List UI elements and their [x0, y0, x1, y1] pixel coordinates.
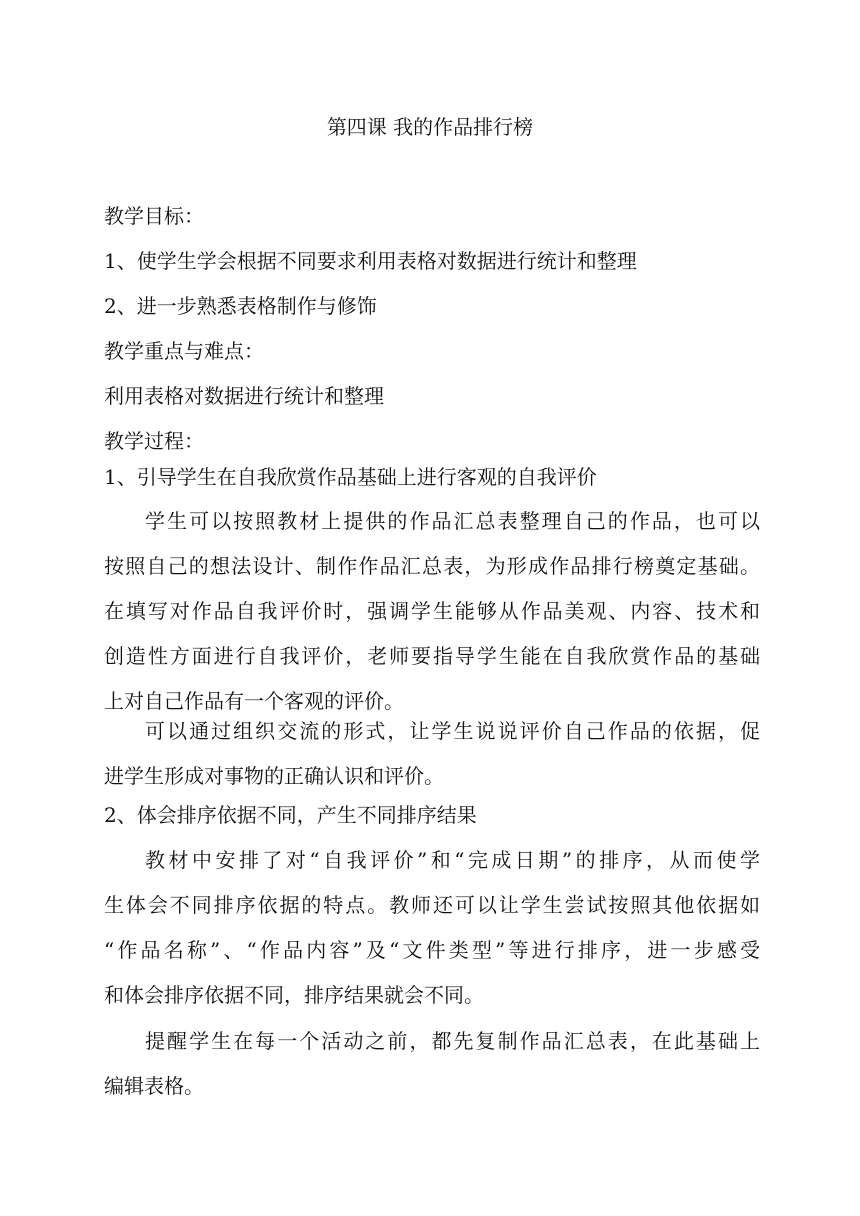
objectives-heading: 教学目标： — [104, 204, 204, 228]
process-step-1-heading: 1、引导学生在自我欣赏作品基础上进行客观的自我评价 — [104, 465, 597, 489]
paragraph-line: 提醒学生在每一个活动之前，都先复制作品汇总表，在此基础上 — [145, 1029, 760, 1053]
step-2-paragraph-2 — [104, 1026, 760, 1116]
process-heading: 教学过程： — [104, 429, 204, 453]
objective-item-2: 2、进一步熟悉表格制作与修饰 — [104, 294, 377, 318]
step-1-paragraph-1 — [104, 506, 760, 731]
document-title: 第四课 我的作品排行榜 — [326, 115, 534, 139]
paragraph-line: 学生可以按照教材上提供的作品汇总表整理自己的作品，也可以 — [145, 509, 760, 533]
key-points-text: 利用表格对数据进行统计和整理 — [104, 384, 384, 408]
paragraph-line: 生体会不同排序依据的特点。教师还可以让学生尝试按照其他依据如 — [104, 893, 760, 917]
step-2-paragraph-1 — [104, 845, 760, 1025]
paragraph-line: “作品名称”、“作品内容”及“文件类型”等进行排序，进一步感受 — [104, 938, 760, 962]
paragraph-line: 在填写对作品自我评价时，强调学生能够从作品美观、内容、技术和 — [104, 599, 760, 623]
paragraph-line: 编辑表格。 — [104, 1074, 204, 1098]
process-step-2-heading: 2、体会排序依据不同，产生不同排序结果 — [104, 803, 477, 827]
paragraph-line: 上对自己作品有一个客观的评价。 — [104, 689, 404, 713]
key-points-heading: 教学重点与难点： — [104, 339, 264, 363]
paragraph-line: 按照自己的想法设计、制作作品汇总表，为形成作品排行榜奠定基础。 — [104, 554, 760, 578]
paragraph-line: 教材中安排了对“自我评价”和“完成日期”的排序，从而使学 — [145, 848, 760, 872]
objective-item-1: 1、使学生学会根据不同要求利用表格对数据进行统计和整理 — [104, 249, 637, 273]
step-1-paragraph-2 — [104, 716, 760, 806]
paragraph-line: 创造性方面进行自我评价，老师要指导学生能在自我欣赏作品的基础 — [104, 644, 760, 668]
paragraph-line: 可以通过组织交流的形式，让学生说说评价自己作品的依据，促 — [145, 719, 760, 743]
paragraph-line: 和体会排序依据不同，排序结果就会不同。 — [104, 983, 484, 1007]
paragraph-line: 进学生形成对事物的正确认识和评价。 — [104, 764, 444, 788]
